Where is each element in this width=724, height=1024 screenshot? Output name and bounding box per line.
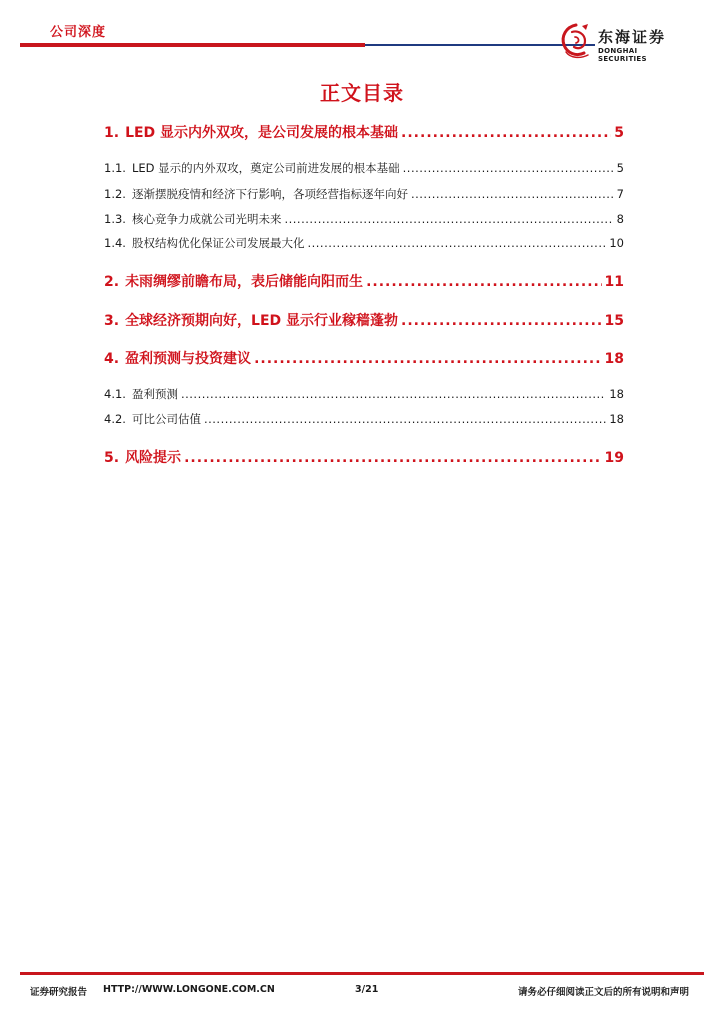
logo-chinese-name: 东海证券 — [598, 28, 667, 46]
header-divider-red — [20, 43, 365, 47]
toc-entry-page: 18 — [609, 387, 624, 401]
toc-leader-dots — [181, 387, 606, 401]
footer-disclaimer: 请务必仔细阅读正文后的所有说明和声明 — [518, 987, 690, 998]
toc-entry-text: 盈利预测与投资建议 — [125, 351, 252, 367]
toc-entry-number: 4.2. — [104, 412, 126, 426]
toc-entry-number: 5. — [104, 450, 120, 466]
toc-entry-page: 15 — [604, 313, 624, 329]
toc-entry-text: 核心竞争力成就公司光明未来 — [131, 212, 282, 226]
toc-title: 正文目录 — [320, 81, 404, 105]
toc-entry-4-2[interactable] — [104, 411, 624, 427]
toc-entry-text: 逐渐摆脱疫情和经济下行影响，各项经营指标逐年向好 — [131, 187, 408, 201]
toc-entry-text: 未雨绸缪前瞻布局，表后储能向阳而生 — [125, 274, 364, 290]
toc-leader-dots — [204, 412, 606, 426]
toc-entry-1-4[interactable] — [104, 235, 624, 251]
toc-entry-number: 4.1. — [104, 387, 126, 401]
toc-entry-page: 19 — [604, 450, 624, 466]
toc-entry-number: 1.2. — [104, 187, 126, 201]
toc-entry-number: 1.4. — [104, 236, 126, 250]
toc-leader-dots — [411, 187, 614, 201]
toc-entry-1-3[interactable] — [104, 211, 624, 227]
toc-entry-text: LED 显示的内外双攻，奠定公司前进发展的根本基础 — [131, 161, 400, 175]
toc-entry-4[interactable] — [104, 348, 624, 368]
footer-page-number: 3/21 — [355, 984, 379, 995]
toc-leader-dots — [401, 125, 611, 141]
toc-entry-text: 风险提示 — [125, 450, 182, 466]
toc-entry-2[interactable] — [104, 271, 624, 291]
toc-entry-number: 1.3. — [104, 212, 126, 226]
toc-entry-5[interactable] — [104, 447, 624, 467]
toc-leader-dots — [184, 450, 601, 466]
dragon-logo-icon — [558, 22, 594, 60]
toc-entry-page: 7 — [616, 187, 624, 201]
toc-leader-dots — [307, 236, 606, 250]
toc-leader-dots — [403, 161, 614, 175]
toc-entry-number: 1. — [104, 125, 120, 141]
toc-leader-dots — [401, 313, 601, 329]
toc-entry-page: 18 — [609, 412, 624, 426]
company-logo — [558, 22, 688, 62]
toc-entry-4-1[interactable] — [104, 386, 624, 402]
toc-entry-page: 5 — [614, 125, 624, 141]
footer-report-type: 证券研究报告 — [30, 987, 88, 998]
toc-entry-number: 1.1. — [104, 161, 126, 175]
toc-entry-3[interactable] — [104, 310, 624, 330]
toc-entry-page: 11 — [604, 274, 624, 290]
toc-entry-page: 10 — [609, 236, 624, 250]
toc-entry-page: 5 — [616, 161, 624, 175]
section-label: 公司深度 — [50, 25, 107, 40]
footer-divider — [20, 972, 704, 975]
toc-entry-text: 盈利预测 — [131, 387, 178, 401]
toc-entry-number: 3. — [104, 313, 120, 329]
toc-entry-number: 2. — [104, 274, 120, 290]
toc-leader-dots — [284, 212, 613, 226]
toc-entry-text: 股权结构优化保证公司发展最大化 — [131, 236, 305, 250]
toc-entry-1-2[interactable] — [104, 186, 624, 202]
toc-entry-text: LED 显示内外双攻，是公司发展的根本基础 — [125, 125, 399, 141]
toc-entry-page: 8 — [616, 212, 624, 226]
toc-entry-1[interactable] — [104, 122, 624, 142]
toc-entry-number: 4. — [104, 351, 120, 367]
toc-entry-page: 18 — [604, 351, 624, 367]
toc-leader-dots — [254, 351, 601, 367]
logo-english-name: DONGHAI SECURITIES — [598, 47, 647, 63]
toc-leader-dots — [366, 274, 601, 290]
toc-entry-text: 全球经济预期向好，LED 显示行业稼穑蓬勃 — [125, 313, 399, 329]
footer-website-link[interactable]: HTTP://WWW.LONGONE.COM.CN — [103, 984, 275, 995]
toc-entry-1-1[interactable] — [104, 160, 624, 176]
toc-entry-text: 可比公司估值 — [131, 412, 201, 426]
